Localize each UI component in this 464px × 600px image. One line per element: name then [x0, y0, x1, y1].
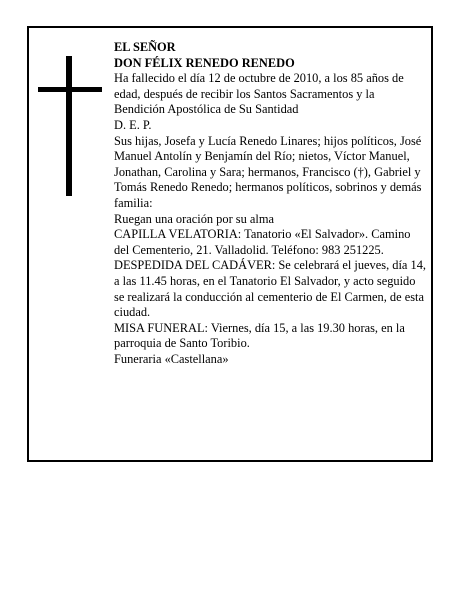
funeral-home: Funeraria «Castellana» — [114, 351, 229, 366]
cross-vertical-bar — [66, 56, 72, 196]
notice-text — [114, 40, 426, 367]
deceased-name: DON FÉLIX RENEDO RENEDO — [114, 55, 295, 70]
prayer-request: Ruegan una oración por su alma — [114, 211, 274, 226]
notice-title: EL SEÑOR — [114, 40, 176, 54]
rip-line: D. E. P. — [114, 117, 152, 132]
chapel-info: CAPILLA VELATORIA: Tanatorio «El Salvador». Camino del Cementerio, 21. Valladolid. Teléfono: 983 251225. — [114, 227, 411, 257]
family-list: Sus hijas, Josefa y Lucía Renedo Linares; hijos políticos, José Manuel Antolín y Benjamín del Río; nietos, Víctor Manuel, Jonathan, Carolina y Sara; hermanos, Francisco (†), Gabriel y Tomás Renedo Renedo; hermanos políticos, sobrinos y demás familia: — [114, 133, 422, 210]
cross-icon — [38, 56, 102, 196]
farewell-info: DESPEDIDA DEL CADÁVER: Se celebrará el jueves, día 14, a las 11.45 horas, en el Tanatorio El Salvador, y acto seguido se realizará la conducción al cementerio de El Carmen, de esta ciudad. — [114, 258, 426, 320]
death-statement: Ha fallecido el día 12 de octubre de 2010, a los 85 años de edad, después de recibir los Santos Sacramentos y la Bendición Apostólica de Su Santidad — [114, 71, 404, 117]
cross-horizontal-bar — [38, 87, 102, 92]
funeral-mass-info: MISA FUNERAL: Viernes, día 15, a las 19.30 horas, en la parroquia de Santo Toribio. — [114, 320, 405, 351]
obituary-notice — [27, 26, 433, 462]
